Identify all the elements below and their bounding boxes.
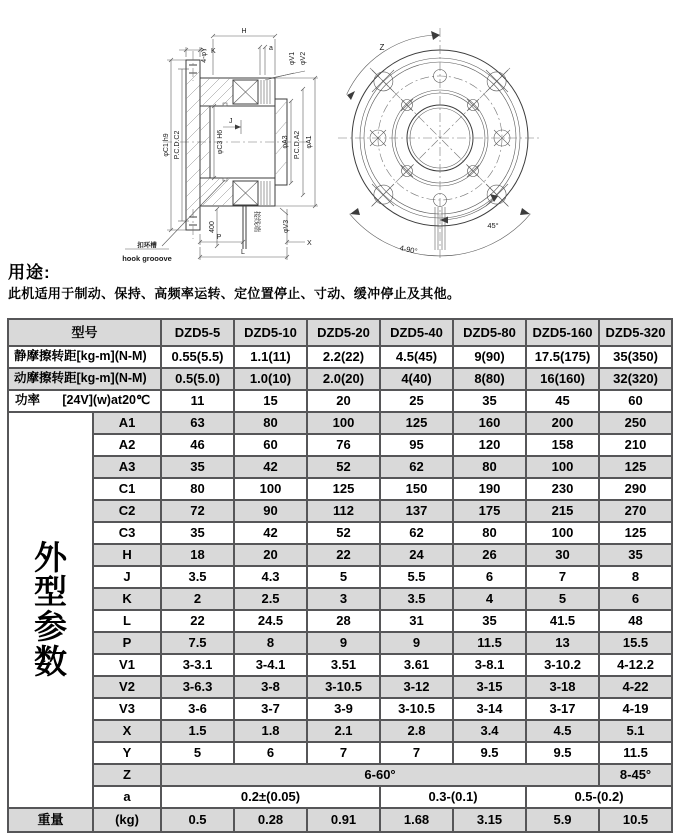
table-cell: 80	[234, 412, 307, 434]
table-cell: 1.1(11)	[234, 346, 307, 368]
drawing-shape	[200, 151, 210, 161]
table-cell: 125	[380, 412, 453, 434]
table-cell: 11	[161, 390, 234, 412]
table-cell: 100	[526, 456, 599, 478]
row-label-power	[8, 390, 161, 412]
dim-label-400: 400	[209, 221, 216, 233]
table-cell: 270	[599, 500, 672, 522]
table-cell: 3.5	[380, 588, 453, 610]
drawing-shape	[186, 197, 200, 211]
drawing-shape	[347, 35, 440, 95]
table-cell: 62	[380, 522, 453, 544]
table-cell: 3-8.1	[453, 654, 526, 676]
table-cell: 190	[453, 478, 526, 500]
dim-label-p: P	[216, 234, 222, 241]
drawing-shape	[235, 125, 241, 130]
table-cell: 1.8	[234, 720, 307, 742]
table-cell: 100	[526, 522, 599, 544]
table-cell: 15.5	[599, 632, 672, 654]
dim-name: A2	[93, 434, 161, 456]
drawing-shape	[186, 127, 200, 141]
dim-name: A1	[93, 412, 161, 434]
table-cell: 17.5(175)	[526, 346, 599, 368]
dim-group-char: 参	[34, 608, 67, 645]
merged-cell: 6-60°	[161, 764, 599, 786]
table-cell: 3-15	[453, 676, 526, 698]
table-cell: 0.28	[234, 808, 307, 832]
dim-name: L	[93, 610, 161, 632]
table-cell: 11.5	[453, 632, 526, 654]
table-cell: 5	[526, 588, 599, 610]
power-condition: [24V](w)at20℃	[62, 393, 151, 408]
merged-cell: 0.2±(0.05)	[161, 786, 380, 808]
drawing-shape	[271, 71, 305, 78]
dim-label-x: X	[307, 240, 312, 247]
table-cell: 80	[161, 478, 234, 500]
table-cell: 230	[526, 478, 599, 500]
table-cell: 5.5	[380, 566, 453, 588]
table-cell: 13	[526, 632, 599, 654]
table-cell: 5	[161, 742, 234, 764]
table-cell: 30	[526, 544, 599, 566]
dim-group-char: 型	[34, 573, 67, 611]
table-cell: 9.5	[453, 742, 526, 764]
dim-label-k: K	[211, 48, 216, 55]
table-cell: 0.91	[307, 808, 380, 832]
table-cell: 52	[307, 456, 380, 478]
table-cell: 3.15	[453, 808, 526, 832]
model-col-header: DZD5-80	[453, 319, 526, 346]
table-cell: 3-12	[380, 676, 453, 698]
table-cell: 158	[526, 434, 599, 456]
dim-name: K	[93, 588, 161, 610]
dim-label-v3: φV3	[283, 219, 290, 233]
dim-label-v1: φV1	[289, 51, 296, 65]
table-cell: 16(160)	[526, 368, 599, 390]
dim-label-a3: φA3	[282, 135, 289, 149]
table-cell: 3-6.3	[161, 676, 234, 698]
table-cell: 9	[380, 632, 453, 654]
table-cell: 18	[161, 544, 234, 566]
table-cell: 4-19	[599, 698, 672, 720]
table-cell: 125	[599, 456, 672, 478]
drawing-shape	[186, 99, 200, 113]
table-cell: 3	[307, 588, 380, 610]
drawing-shape	[200, 106, 210, 116]
table-cell: 100	[307, 412, 380, 434]
table-cell: 41.5	[526, 610, 599, 632]
table-cell: 1.0(10)	[234, 368, 307, 390]
table-cell: 35	[453, 610, 526, 632]
weight-label: 重量	[8, 808, 93, 832]
table-cell: 3.51	[307, 654, 380, 676]
table-cell: 32(320)	[599, 368, 672, 390]
dim-label-c2: P.C.D.C2	[174, 130, 181, 160]
dim-label-l: L	[241, 249, 245, 256]
table-cell: 3-14	[453, 698, 526, 720]
table-cell: 7	[380, 742, 453, 764]
power-label: 功率	[15, 393, 41, 408]
dim-name: J	[93, 566, 161, 588]
dim-name: H	[93, 544, 161, 566]
table-cell: 9	[307, 632, 380, 654]
drawing-shape	[520, 208, 530, 215]
model-col-header: DZD5-40	[380, 319, 453, 346]
dim-name: X	[93, 720, 161, 742]
table-cell: 3-6	[161, 698, 234, 720]
dim-label-4y: 4-φY	[201, 47, 208, 63]
merged-cell: 8-45°	[599, 764, 672, 786]
spec-table	[7, 318, 673, 833]
dim-label-4-90: 4-90°	[398, 243, 419, 256]
table-cell: 2.1	[307, 720, 380, 742]
dim-label-a: a	[269, 45, 273, 52]
row-label: 静摩擦转距[kg-m](N-M)	[8, 346, 161, 368]
table-cell: 6	[453, 566, 526, 588]
row-label: 动摩擦转距[kg-m](N-M)	[8, 368, 161, 390]
table-cell: 31	[380, 610, 453, 632]
usage-body: 此机适用于制动、保持、高频率运转、定位置停止、寸动、缓冲停止及其他。	[8, 286, 461, 301]
table-cell: 112	[307, 500, 380, 522]
table-cell: 22	[161, 610, 234, 632]
table-cell: 2.2(22)	[307, 346, 380, 368]
table-cell: 3-10.2	[526, 654, 599, 676]
table-cell: 90	[234, 500, 307, 522]
table-cell: 22	[307, 544, 380, 566]
dim-label-h: H	[241, 28, 247, 35]
table-cell: 3-17	[526, 698, 599, 720]
merged-cell: 0.3-(0.1)	[380, 786, 526, 808]
table-cell: 2.5	[234, 588, 307, 610]
dim-name: a	[93, 786, 161, 808]
dim-label-c1: φC1 h9	[163, 133, 170, 157]
table-cell: 25	[380, 390, 453, 412]
dim-group-char: 外	[34, 538, 67, 576]
terminal-label: 接线端	[253, 211, 260, 232]
table-cell: 76	[307, 434, 380, 456]
table-cell: 9.5	[526, 742, 599, 764]
table-cell: 125	[599, 522, 672, 544]
drawing-shape	[440, 217, 448, 224]
dim-name: Y	[93, 742, 161, 764]
table-cell: 63	[161, 412, 234, 434]
model-col-header: DZD5-5	[161, 319, 234, 346]
table-cell: 72	[161, 500, 234, 522]
table-cell: 3-8	[234, 676, 307, 698]
table-cell: 15	[234, 390, 307, 412]
table-cell: 3-10.5	[380, 698, 453, 720]
table-cell: 42	[234, 522, 307, 544]
cross-section-view	[105, 3, 335, 268]
table-cell: 4.3	[234, 566, 307, 588]
drawing-shape	[186, 183, 200, 197]
table-cell: 20	[307, 390, 380, 412]
drawing-shape	[186, 113, 200, 127]
table-cell: 24.5	[234, 610, 307, 632]
dim-group-label	[8, 412, 93, 808]
dim-label-a2: P.C.D.A2	[294, 130, 301, 160]
dim-name: V2	[93, 676, 161, 698]
drawing-shape	[347, 91, 355, 100]
table-cell: 3-9	[307, 698, 380, 720]
dim-name: C1	[93, 478, 161, 500]
table-cell: 46	[161, 434, 234, 456]
table-cell: 4.5(45)	[380, 346, 453, 368]
dim-label-j: J	[229, 118, 233, 125]
table-cell: 125	[307, 478, 380, 500]
dim-label-a1: φA1	[306, 135, 313, 149]
drawing-shape	[222, 95, 233, 106]
table-cell: 4-12.2	[599, 654, 672, 676]
table-cell: 3-10.5	[307, 676, 380, 698]
table-cell: 100	[234, 478, 307, 500]
table-cell: 35	[599, 544, 672, 566]
table-cell: 35(350)	[599, 346, 672, 368]
drawing-shape	[212, 185, 233, 206]
drawing-shape	[186, 85, 200, 99]
drawing-shape	[222, 195, 233, 206]
table-cell: 160	[453, 412, 526, 434]
table-cell: 4.5	[526, 720, 599, 742]
hook-groove-label-cn: 扣环槽	[137, 242, 157, 249]
table-cell: 200	[526, 412, 599, 434]
table-cell: 3.61	[380, 654, 453, 676]
drawing-shape	[200, 136, 210, 146]
dim-name: Z	[93, 764, 161, 786]
table-cell: 8	[234, 632, 307, 654]
table-cell: 28	[307, 610, 380, 632]
drawing-shape	[186, 141, 200, 155]
table-cell: 0.5	[161, 808, 234, 832]
table-cell: 60	[599, 390, 672, 412]
table-cell: 80	[453, 522, 526, 544]
table-cell: 35	[453, 390, 526, 412]
table-cell: 1.68	[380, 808, 453, 832]
table-cell: 45	[526, 390, 599, 412]
table-cell: 3-18	[526, 676, 599, 698]
table-cell: 215	[526, 500, 599, 522]
dim-label-z: Z	[379, 43, 385, 52]
table-cell: 4	[453, 588, 526, 610]
table-cell: 2.8	[380, 720, 453, 742]
drawing-shape	[275, 161, 287, 175]
drawing-shape	[212, 85, 233, 106]
dim-name: V3	[93, 698, 161, 720]
table-cell: 150	[380, 478, 453, 500]
table-cell: 2	[161, 588, 234, 610]
table-cell: 6	[599, 588, 672, 610]
table-cell: 20	[234, 544, 307, 566]
table-cell: 1.5	[161, 720, 234, 742]
table-cell: 7	[526, 566, 599, 588]
drawing-shape	[431, 31, 440, 40]
table-cell: 95	[380, 434, 453, 456]
table-cell: 60	[234, 434, 307, 456]
table-cell: 6	[234, 742, 307, 764]
dim-label-45: 45°	[487, 221, 499, 230]
drawing-shape	[186, 155, 200, 169]
merged-cell: 0.5-(0.2)	[526, 786, 672, 808]
table-cell: 3.4	[453, 720, 526, 742]
table-cell: 11.5	[599, 742, 672, 764]
dim-name: C2	[93, 500, 161, 522]
table-cell: 35	[161, 456, 234, 478]
dim-name: P	[93, 632, 161, 654]
model-col-header: DZD5-10	[234, 319, 307, 346]
table-cell: 2.0(20)	[307, 368, 380, 390]
table-cell: 5	[307, 566, 380, 588]
table-cell: 3-4.1	[234, 654, 307, 676]
table-cell: 80	[453, 456, 526, 478]
dim-name: A3	[93, 456, 161, 478]
table-cell: 120	[453, 434, 526, 456]
drawing-shape	[200, 78, 220, 98]
drawing-shape	[186, 60, 200, 230]
table-cell: 3-3.1	[161, 654, 234, 676]
table-cell: 5.9	[526, 808, 599, 832]
usage-heading: 用途:	[8, 263, 51, 282]
drawing-shape	[200, 78, 210, 88]
table-cell: 24	[380, 544, 453, 566]
drawing-shape	[162, 180, 225, 246]
dim-name: V1	[93, 654, 161, 676]
dim-label-v2: φV2	[300, 51, 307, 65]
table-cell: 210	[599, 434, 672, 456]
drawing-shape	[350, 208, 360, 215]
table-cell: 250	[599, 412, 672, 434]
table-cell: 52	[307, 522, 380, 544]
table-cell: 48	[599, 610, 672, 632]
drawing-shape	[200, 121, 210, 131]
drawing-shape	[275, 101, 287, 115]
model-col-header: DZD5-160	[526, 319, 599, 346]
table-cell: 4(40)	[380, 368, 453, 390]
table-cell: 3-7	[234, 698, 307, 720]
table-cell: 0.55(5.5)	[161, 346, 234, 368]
table-cell: 175	[453, 500, 526, 522]
table-cell: 35	[161, 522, 234, 544]
table-cell: 8	[599, 566, 672, 588]
table-cell: 8(80)	[453, 368, 526, 390]
table-cell: 137	[380, 500, 453, 522]
model-col-header: DZD5-20	[307, 319, 380, 346]
table-cell: 26	[453, 544, 526, 566]
table-cell: 9(90)	[453, 346, 526, 368]
drawing-shape	[275, 121, 287, 135]
weight-unit: (kg)	[93, 808, 161, 832]
table-cell: 5.1	[599, 720, 672, 742]
model-col-header: DZD5-320	[599, 319, 672, 346]
hook-groove-label-en: hook grooove	[122, 254, 172, 263]
model-header: 型号	[8, 319, 161, 346]
table-cell: 4-22	[599, 676, 672, 698]
table-cell: 42	[234, 456, 307, 478]
drawing-shape	[186, 169, 200, 183]
drawing-shape	[200, 166, 210, 176]
table-cell: 3.5	[161, 566, 234, 588]
table-cell: 10.5	[599, 808, 672, 832]
table-cell: 0.5(5.0)	[161, 368, 234, 390]
table-cell: 7	[307, 742, 380, 764]
table-cell: 290	[599, 478, 672, 500]
dim-name: C3	[93, 522, 161, 544]
table-cell: 62	[380, 456, 453, 478]
dim-label-c3: φC3 H6	[217, 129, 224, 155]
table-cell: 7.5	[161, 632, 234, 654]
drawing-shape	[200, 178, 210, 188]
dim-group-char: 数	[34, 642, 67, 680]
front-view	[330, 0, 630, 265]
